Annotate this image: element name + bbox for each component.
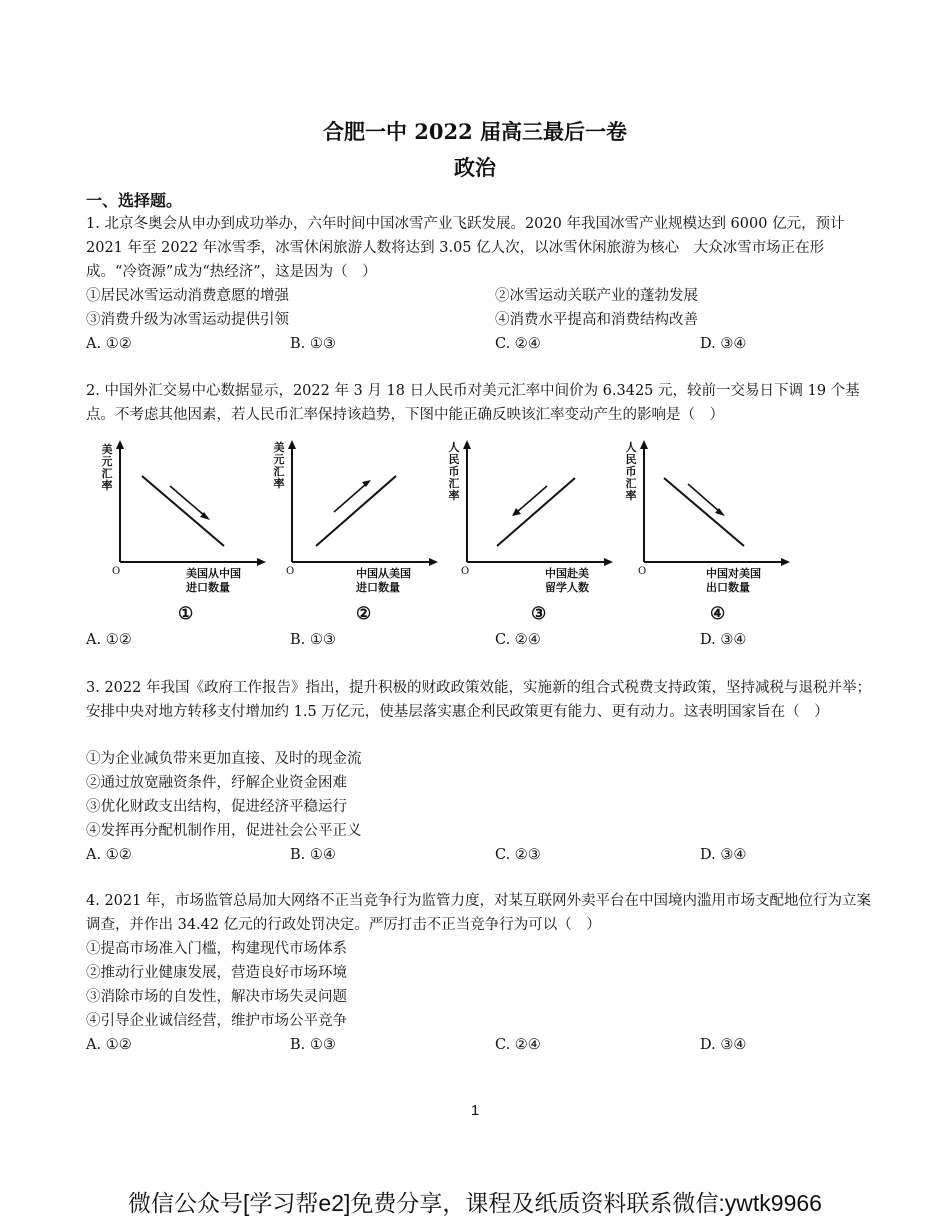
graph-1-y-label: 美元汇率	[101, 443, 113, 492]
q1-option-d: D. ③④	[700, 336, 747, 352]
graph-2-x-label-line1: 中国从美国	[356, 567, 411, 580]
exam-subject: 政治	[454, 155, 496, 180]
graph-3-x-label-line2: 留学人数	[545, 581, 589, 594]
q3-option-d: D. ③④	[700, 847, 747, 863]
q3-option-c: C. ②③	[495, 847, 541, 863]
q3-statement-3: ③优化财政支出结构，促进经济平稳运行	[86, 799, 347, 815]
graph-4-x-label-line1: 中国对美国	[706, 567, 761, 580]
q2-option-c: C. ②④	[495, 632, 541, 648]
q1-stem: 1. 北京冬奥会从申办到成功举办，六年时间中国冰雪产业飞跃发展。2020 年我国冰雪产业规模达到 6000 亿元，预计 2021 年至 2022 年冰雪季，冰雪休闲旅游人数将达到 3.05 亿人次，以冰雪休闲旅游为核心 大众冰雪市场正在形成。“冷资源”成为“热经济”，这是因为（ ）	[86, 216, 845, 280]
q3-option-b: B. ①④	[290, 847, 336, 863]
q4-option-b: B. ①③	[290, 1037, 336, 1053]
q4-option-c: C. ②④	[495, 1037, 541, 1053]
q4-statement-3: ③消除市场的自发性，解决市场失灵问题	[86, 989, 347, 1005]
q4-statement-1: ①提高市场准入门槛，构建现代市场体系	[86, 941, 347, 957]
graph-2-number: ②	[356, 604, 372, 624]
graph-4-number: ④	[710, 604, 726, 624]
q4-statement-2: ②推动行业健康发展，营造良好市场环境	[86, 965, 347, 981]
exam-title: 合肥一中 2022 届高三最后一卷	[322, 119, 628, 144]
q4-stem: 4. 2021 年，市场监管总局加大网络不正当竞争行为监管力度，对某互联网外卖平台在中国境内滥用市场支配地位行为立案调查，并作出 34.42 亿元的行政处罚决定。严厉打击不正当竞争行为可以（ ）	[86, 893, 871, 933]
graph-1-x-label-line1: 美国从中国	[186, 567, 241, 580]
q2-graph-2	[270, 440, 445, 630]
q3-statement-1: ①为企业减负带来更加直接、及时的现金流	[86, 751, 362, 767]
page-number: 1	[470, 1102, 480, 1119]
q1-option-a: A. ①②	[86, 336, 132, 352]
q2-option-a: A. ①②	[86, 632, 132, 648]
section-title: 一、选择题。	[86, 191, 183, 210]
graph-2-origin: O	[286, 566, 295, 577]
graph-1-x-label-line2: 进口数量	[186, 581, 230, 594]
q2-option-b: B. ①③	[290, 632, 336, 648]
q4-option-a: A. ①②	[86, 1037, 132, 1053]
graph-4-x-label-line2: 出口数量	[706, 581, 750, 594]
graph-4-y-label: 人民币汇率	[625, 441, 637, 502]
graph-2-y-label: 美元汇率	[273, 441, 285, 490]
q2-graph-3	[445, 440, 620, 630]
graph-3-x-label-line1: 中国赴美	[545, 567, 589, 580]
q3-stem: 3. 2022 年我国《政府工作报告》指出，提升积极的财政政策效能，实施新的组合式税费支持政策，坚持减税与退税并举；安排中央对地方转移支付增加约 1.5 万亿元，使基层落实惠企利民政策更有能力、更有动力。这表明国家旨在（ ）	[86, 680, 871, 720]
q2-stem: 2. 中国外汇交易中心数据显示，2022 年 3 月 18 日人民币对美元汇率中间价为 6.3425 元，较前一交易日下调 19 个基点。不考虑其他因素，若人民币汇率保持该趋势，下图中能正确反映该汇率变动产生的影响是（ ）	[86, 383, 860, 423]
graph-3-number: ③	[531, 604, 547, 624]
graph-2-x-label-line2: 进口数量	[356, 581, 400, 594]
q3-statement-4: ④发挥再分配机制作用，促进社会公平正义	[86, 823, 362, 839]
q1-option-b: B. ①③	[290, 336, 336, 352]
footer-banner: 微信公众号[学习帮e2]免费分享，课程及纸质资料联系微信:ywtk9966	[128, 1190, 822, 1216]
q3-option-a: A. ①②	[86, 847, 132, 863]
q1-statement-3: ③消费升级为冰雪运动提供引领	[86, 312, 289, 328]
q1-statement-2: ②冰雪运动关联产业的蓬勃发展	[495, 288, 698, 304]
graph-1-number: ①	[178, 604, 194, 624]
q1-statement-4: ④消费水平提高和消费结构改善	[495, 312, 698, 328]
q2-graph-4	[622, 440, 797, 630]
graph-3-origin: O	[461, 566, 470, 577]
q4-statement-4: ④引导企业诚信经营，维护市场公平竞争	[86, 1013, 347, 1029]
q1-statement-1: ①居民冰雪运动消费意愿的增强	[86, 288, 289, 304]
q3-statement-2: ②通过放宽融资条件，纾解企业资金困难	[86, 775, 347, 791]
q4-option-d: D. ③④	[700, 1037, 747, 1053]
graph-4-origin: O	[638, 566, 647, 577]
q2-option-d: D. ③④	[700, 632, 747, 648]
graph-1-origin: O	[112, 566, 121, 577]
graph-3-y-label: 人民币汇率	[448, 441, 460, 502]
q2-graph-1	[98, 440, 273, 630]
q1-option-c: C. ②④	[495, 336, 541, 352]
